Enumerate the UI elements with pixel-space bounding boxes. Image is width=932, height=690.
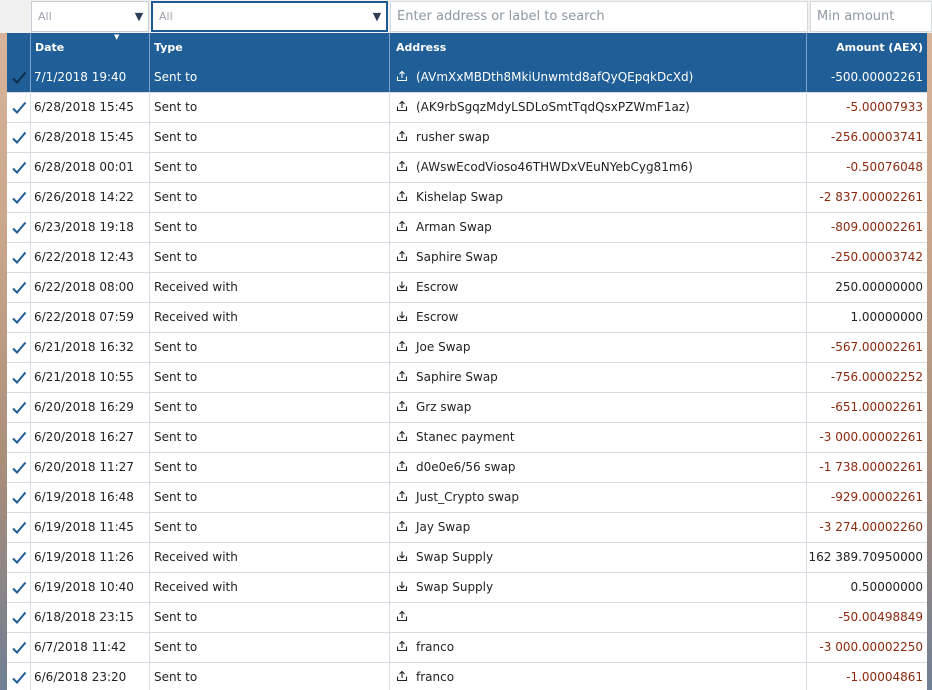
amount-cell: -809.00002261 (830, 220, 923, 234)
confirmed-check-icon (11, 130, 27, 146)
min-amount-placeholder: Min amount (817, 9, 895, 24)
confirmed-check-icon (11, 220, 27, 236)
amount-cell: -250.00003742 (830, 250, 923, 264)
address-cell (390, 663, 807, 690)
address-label: Jay Swap (416, 520, 471, 534)
date-cell: 6/21/2018 10:55 (31, 363, 150, 392)
confirmed-check-icon (11, 460, 27, 476)
confirmed-cell (7, 633, 31, 662)
date-cell: 6/19/2018 11:45 (31, 513, 150, 542)
header-address[interactable] (390, 33, 807, 63)
date-cell: 6/22/2018 07:59 (31, 303, 150, 332)
confirmed-check-icon (11, 430, 27, 446)
date-cell: 6/7/2018 11:42 (31, 633, 150, 662)
type-cell: Received with (150, 573, 390, 602)
address-label: Escrow (416, 280, 459, 294)
address-cell (390, 603, 807, 632)
confirmed-check-icon (11, 670, 27, 686)
amount-cell: -1 738.00002261 (819, 460, 923, 474)
confirmed-check-icon (11, 550, 27, 566)
confirmed-cell (7, 543, 31, 572)
confirmed-check-icon (11, 490, 27, 506)
address-cell (390, 273, 807, 302)
header-date-label: Date (35, 41, 65, 54)
amount-cell: -0.50076048 (846, 160, 923, 174)
amount-cell: -929.00002261 (830, 490, 923, 504)
confirmed-check-icon (11, 160, 27, 176)
confirmed-check-icon (11, 190, 27, 206)
table-row[interactable] (7, 153, 927, 183)
type-cell: Sent to (150, 603, 390, 632)
date-cell: 6/28/2018 15:45 (31, 123, 150, 152)
amount-cell: -567.00002261 (830, 340, 923, 354)
chevron-down-icon: ▼ (372, 10, 382, 23)
date-cell: 6/22/2018 08:00 (31, 273, 150, 302)
address-label: Swap Supply (416, 580, 494, 594)
date-cell: 6/6/2018 23:20 (31, 663, 150, 690)
confirmed-cell (7, 573, 31, 602)
date-cell: 6/21/2018 16:32 (31, 333, 150, 362)
send-out-icon (396, 400, 408, 412)
date-cell: 6/28/2018 15:45 (31, 93, 150, 122)
confirmed-check-icon (11, 280, 27, 296)
min-amount-input[interactable] (810, 1, 932, 32)
table-row[interactable] (7, 183, 927, 213)
amount-cell: 0.50000000 (850, 580, 923, 594)
confirmed-cell (7, 333, 31, 362)
date-cell: 6/20/2018 16:29 (31, 393, 150, 422)
type-cell: Sent to (150, 333, 390, 362)
receive-in-icon (396, 550, 408, 562)
address-label: Swap Supply (416, 550, 494, 564)
type-cell: Received with (150, 303, 390, 332)
type-cell: Sent to (150, 633, 390, 662)
confirmed-cell (7, 663, 31, 690)
address-cell (390, 633, 807, 662)
table-row[interactable] (7, 633, 927, 663)
address-cell (390, 243, 807, 272)
address-cell (390, 393, 807, 422)
confirmed-cell (7, 513, 31, 542)
address-cell (390, 123, 807, 152)
send-out-icon (396, 520, 408, 532)
confirmed-cell (7, 393, 31, 422)
confirmed-cell (7, 93, 31, 122)
confirmed-check-icon (11, 580, 27, 596)
send-out-icon (396, 160, 408, 172)
send-out-icon (396, 490, 408, 502)
type-cell: Sent to (150, 363, 390, 392)
type-cell: Sent to (150, 63, 390, 92)
table-row[interactable] (7, 663, 927, 690)
header-status[interactable] (7, 33, 31, 63)
type-cell: Received with (150, 543, 390, 572)
table-row[interactable] (7, 273, 927, 303)
date-cell: 6/20/2018 11:27 (31, 453, 150, 482)
table-row[interactable] (7, 303, 927, 333)
send-out-icon (396, 70, 408, 82)
receive-in-icon (396, 310, 408, 322)
table-row[interactable] (7, 243, 927, 273)
amount-cell: 250.00000000 (835, 280, 923, 294)
address-cell (390, 513, 807, 542)
address-label: rusher swap (416, 130, 490, 144)
amount-cell: -5.00007933 (846, 100, 923, 114)
type-cell: Sent to (150, 393, 390, 422)
send-out-icon (396, 100, 408, 112)
amount-cell: 1.00000000 (850, 310, 923, 324)
amount-cell: -3 000.00002261 (819, 430, 923, 444)
table-row[interactable] (7, 123, 927, 153)
send-out-icon (396, 640, 408, 652)
table-row[interactable] (7, 213, 927, 243)
confirmed-cell (7, 483, 31, 512)
send-out-icon (396, 460, 408, 472)
window-left-edge (0, 33, 7, 690)
confirmed-check-icon (11, 520, 27, 536)
type-cell: Sent to (150, 423, 390, 452)
address-cell (390, 333, 807, 362)
type-cell: Sent to (150, 153, 390, 182)
address-search-placeholder: Enter address or label to search (397, 9, 605, 24)
table-header (7, 33, 927, 63)
confirmed-cell (7, 153, 31, 182)
address-label: Grz swap (416, 400, 472, 414)
send-out-icon (396, 430, 408, 442)
date-cell: 6/19/2018 11:26 (31, 543, 150, 572)
address-search-input[interactable] (390, 1, 808, 32)
amount-cell: -1.00004861 (846, 670, 923, 684)
send-out-icon (396, 220, 408, 232)
address-label: Arman Swap (416, 220, 492, 234)
amount-cell: -2 837.00002261 (819, 190, 923, 204)
address-cell (390, 303, 807, 332)
header-date[interactable] (31, 33, 150, 63)
address-label: d0e0e6/56 swap (416, 460, 516, 474)
confirmed-check-icon (11, 400, 27, 416)
table-row[interactable] (7, 93, 927, 123)
type-cell: Sent to (150, 513, 390, 542)
header-amount[interactable] (807, 33, 927, 63)
header-type[interactable] (150, 33, 390, 63)
confirmed-check-icon (11, 640, 27, 656)
send-out-icon (396, 340, 408, 352)
type-cell: Sent to (150, 243, 390, 272)
receive-in-icon (396, 280, 408, 292)
address-cell (390, 573, 807, 602)
table-row[interactable] (7, 63, 927, 93)
address-cell (390, 453, 807, 482)
address-cell (390, 543, 807, 572)
address-label: Kishelap Swap (416, 190, 503, 204)
transactions-table (7, 33, 927, 690)
amount-cell: -651.00002261 (830, 400, 923, 414)
send-out-icon (396, 190, 408, 202)
confirmed-check-icon (11, 310, 27, 326)
confirmed-check-icon (11, 610, 27, 626)
date-cell: 6/19/2018 16:48 (31, 483, 150, 512)
address-label: franco (416, 640, 455, 654)
address-cell (390, 153, 807, 182)
amount-cell: -3 000.00002250 (819, 640, 923, 654)
date-cell: 6/23/2018 19:18 (31, 213, 150, 242)
amount-cell: -256.00003741 (830, 130, 923, 144)
address-label: (AWswEcodVioso46THWDxVEuNYebCyg81m6) (416, 160, 693, 174)
send-out-icon (396, 250, 408, 262)
confirmed-cell (7, 453, 31, 482)
address-label: Joe Swap (416, 340, 471, 354)
confirmed-cell (7, 423, 31, 452)
confirmed-cell (7, 123, 31, 152)
confirmed-cell (7, 213, 31, 242)
address-cell (390, 423, 807, 452)
address-cell (390, 363, 807, 392)
table-row[interactable] (7, 603, 927, 633)
table-row[interactable] (7, 513, 927, 543)
address-cell (390, 63, 807, 92)
table-row[interactable] (7, 393, 927, 423)
date-cell: 7/1/2018 19:40 (31, 63, 150, 92)
filter-bar (0, 0, 932, 33)
table-row[interactable] (7, 363, 927, 393)
header-type-label: Type (154, 41, 183, 54)
table-row[interactable] (7, 543, 927, 573)
chevron-down-icon: ▼ (134, 10, 144, 23)
header-amount-label: Amount (AEX) (836, 41, 923, 54)
amount-cell: -50.00498849 (838, 610, 923, 624)
confirmed-check-icon (11, 340, 27, 356)
date-filter-select[interactable] (31, 1, 149, 32)
header-address-label: Address (396, 41, 447, 54)
type-filter-value: All (159, 10, 173, 23)
date-filter-value: All (38, 10, 52, 23)
date-cell: 6/26/2018 14:22 (31, 183, 150, 212)
confirmed-cell (7, 363, 31, 392)
type-cell: Sent to (150, 123, 390, 152)
table-row[interactable] (7, 423, 927, 453)
table-row[interactable] (7, 483, 927, 513)
address-cell (390, 483, 807, 512)
date-cell: 6/18/2018 23:15 (31, 603, 150, 632)
type-cell: Sent to (150, 213, 390, 242)
confirmed-cell (7, 183, 31, 212)
table-row[interactable] (7, 453, 927, 483)
confirmed-check-icon (11, 250, 27, 266)
confirmed-cell (7, 273, 31, 302)
send-out-icon (396, 610, 408, 622)
address-label: Stanec payment (416, 430, 515, 444)
address-cell (390, 183, 807, 212)
date-cell: 6/28/2018 00:01 (31, 153, 150, 182)
type-cell: Sent to (150, 483, 390, 512)
confirmed-cell (7, 63, 31, 92)
table-row[interactable] (7, 573, 927, 603)
confirmed-check-icon (11, 70, 27, 86)
receive-in-icon (396, 580, 408, 592)
confirmed-check-icon (11, 370, 27, 386)
amount-cell: -3 274.00002260 (819, 520, 923, 534)
confirmed-cell (7, 603, 31, 632)
address-label: Escrow (416, 310, 459, 324)
type-cell: Sent to (150, 183, 390, 212)
address-label: Saphire Swap (416, 370, 498, 384)
address-label: (AVmXxMBDth8MkiUnwmtd8afQyQEpqkDcXd) (416, 70, 694, 84)
type-cell: Sent to (150, 93, 390, 122)
send-out-icon (396, 370, 408, 382)
date-cell: 6/20/2018 16:27 (31, 423, 150, 452)
address-label: Just_Crypto swap (416, 490, 520, 504)
address-label: (AK9rbSgqzMdyLSDLoSmtTqdQsxPZWmF1az) (416, 100, 690, 114)
date-cell: 6/19/2018 10:40 (31, 573, 150, 602)
address-label: franco (416, 670, 455, 684)
amount-cell: -756.00002252 (830, 370, 923, 384)
confirmed-check-icon (11, 100, 27, 116)
send-out-icon (396, 130, 408, 142)
table-body (7, 63, 927, 690)
type-cell: Received with (150, 273, 390, 302)
sort-indicator-icon: ▼ (114, 33, 120, 41)
amount-cell: -500.00002261 (830, 70, 923, 84)
confirmed-cell (7, 303, 31, 332)
date-cell: 6/22/2018 12:43 (31, 243, 150, 272)
address-label: Saphire Swap (416, 250, 498, 264)
type-filter-select[interactable] (151, 1, 388, 32)
address-cell (390, 213, 807, 242)
table-row[interactable] (7, 333, 927, 363)
amount-cell: 162 389.70950000 (808, 550, 923, 564)
send-out-icon (396, 670, 408, 682)
confirmed-cell (7, 243, 31, 272)
type-cell: Sent to (150, 453, 390, 482)
address-cell (390, 93, 807, 122)
type-cell: Sent to (150, 663, 390, 690)
